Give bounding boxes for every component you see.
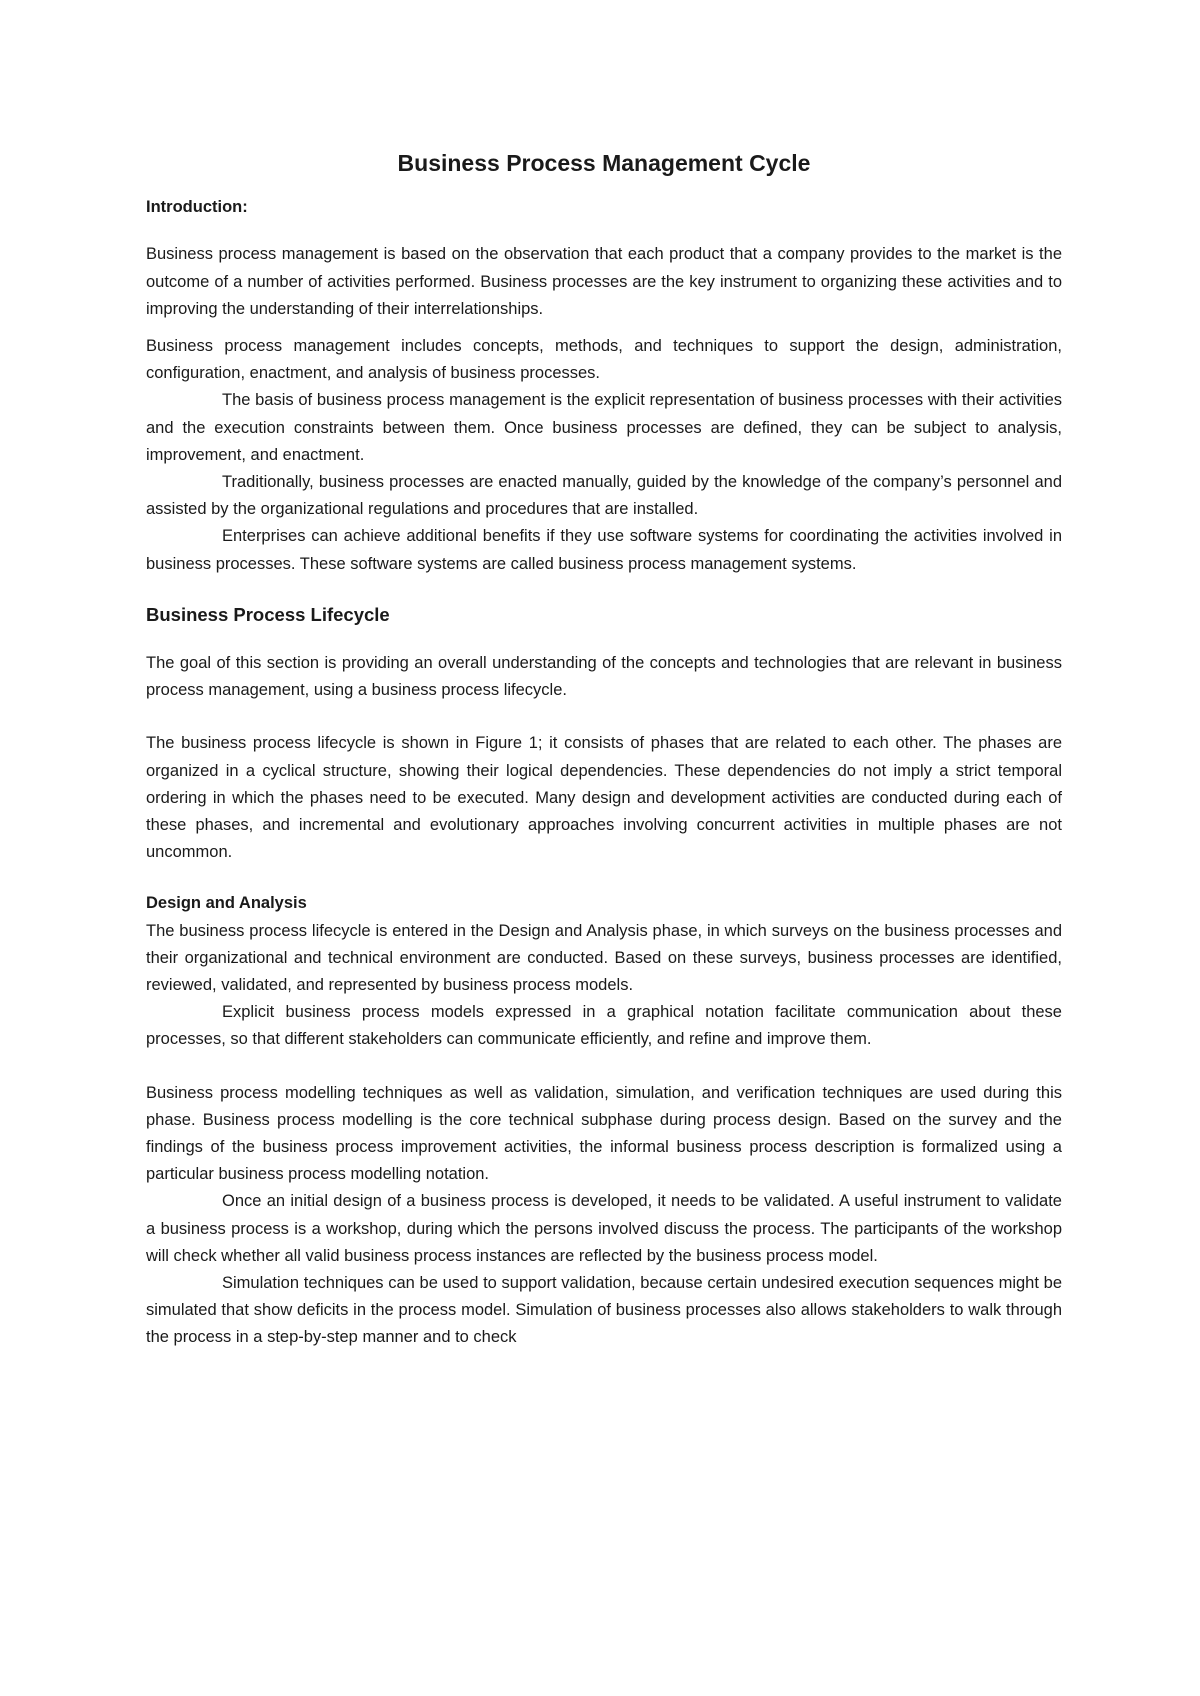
intro-paragraph-4: Traditionally, business processes are enacted manually, guided by the knowledge of the company’s personnel and assisted by the organizational regulations and procedures that are installed. <box>146 473 1062 519</box>
design-paragraph-1: The business process lifecycle is entered in the Design and Analysis phase, in which surveys on the business processes and their organizational and technical environment are conducted. Based on these surveys, business processes are identified, reviewed, validated, and represented by business process models. <box>146 921 1062 995</box>
document-title: Business Process Management Cycle <box>397 150 811 176</box>
introduction-label: Introduction: <box>146 197 248 216</box>
intro-paragraph-3: The basis of business process management is the explicit representation of business processes with their activities and the execution constraints between them. Once business processes are defined, they can be subject to analysis, improvement, and enactment. <box>146 391 1062 464</box>
intro-paragraph-1: Business process management is based on the observation that each product that a company provides to the market is the outcome of a number of activities performed. Business processes are the key instrument to organizing these activities and to improving the understanding of their interrelationships. <box>146 245 1062 318</box>
design-paragraph-2: Explicit business process models expressed in a graphical notation facilitate communication about these processes, so that different stakeholders can communicate efficiently, and refine and improve them. <box>146 1003 1062 1049</box>
design-analysis-heading: Design and Analysis <box>146 894 307 913</box>
intro-paragraph-5: Enterprises can achieve additional benefits if they use software systems for coordinating the activities involved in business processes. These software systems are called business process management systems. <box>146 527 1062 573</box>
document-body <box>146 150 1062 1352</box>
intro-paragraph-2: Business process management includes concepts, methods, and techniques to support the design, administration, configuration, enactment, and analysis of business processes. <box>146 337 1062 383</box>
lifecycle-heading: Business Process Lifecycle <box>146 603 390 625</box>
design-paragraph-3: Business process modelling techniques as well as validation, simulation, and verification techniques are used during this phase. Business process modelling is the core technical subphase during process design. Based on the survey and the findings of the business process improvement activities, the informal business process description is formalized using a particular business process modelling notation. <box>146 1083 1062 1184</box>
design-paragraph-5: Simulation techniques can be used to support validation, because certain undesired execution sequences might be simulated that show deficits in the process model. Simulation of business processes also allows stakeholders to walk through the process in a step-by-step manner and to check <box>146 1274 1062 1347</box>
lifecycle-paragraph-1: The goal of this section is providing an overall understanding of the concepts and technologies that are relevant in business process management, using a business process lifecycle. <box>146 654 1062 700</box>
lifecycle-paragraph-2: The business process lifecycle is shown in Figure 1; it consists of phases that are related to each other. The phases are organized in a cyclical structure, showing their logical dependencies. These dependencies do not imply a strict temporal ordering in which the phases need to be executed. Many design and development activities are conducted during each of these phases, and incremental and evolutionary approaches involving concurrent activities in multiple phases are not uncommon. <box>146 734 1062 862</box>
design-paragraph-4: Once an initial design of a business process is developed, it needs to be validated. A useful instrument to validate a business process is a workshop, during which the persons involved discuss the process. The participants of the workshop will check whether all valid business process instances are reflected by the business process model. <box>146 1192 1062 1265</box>
